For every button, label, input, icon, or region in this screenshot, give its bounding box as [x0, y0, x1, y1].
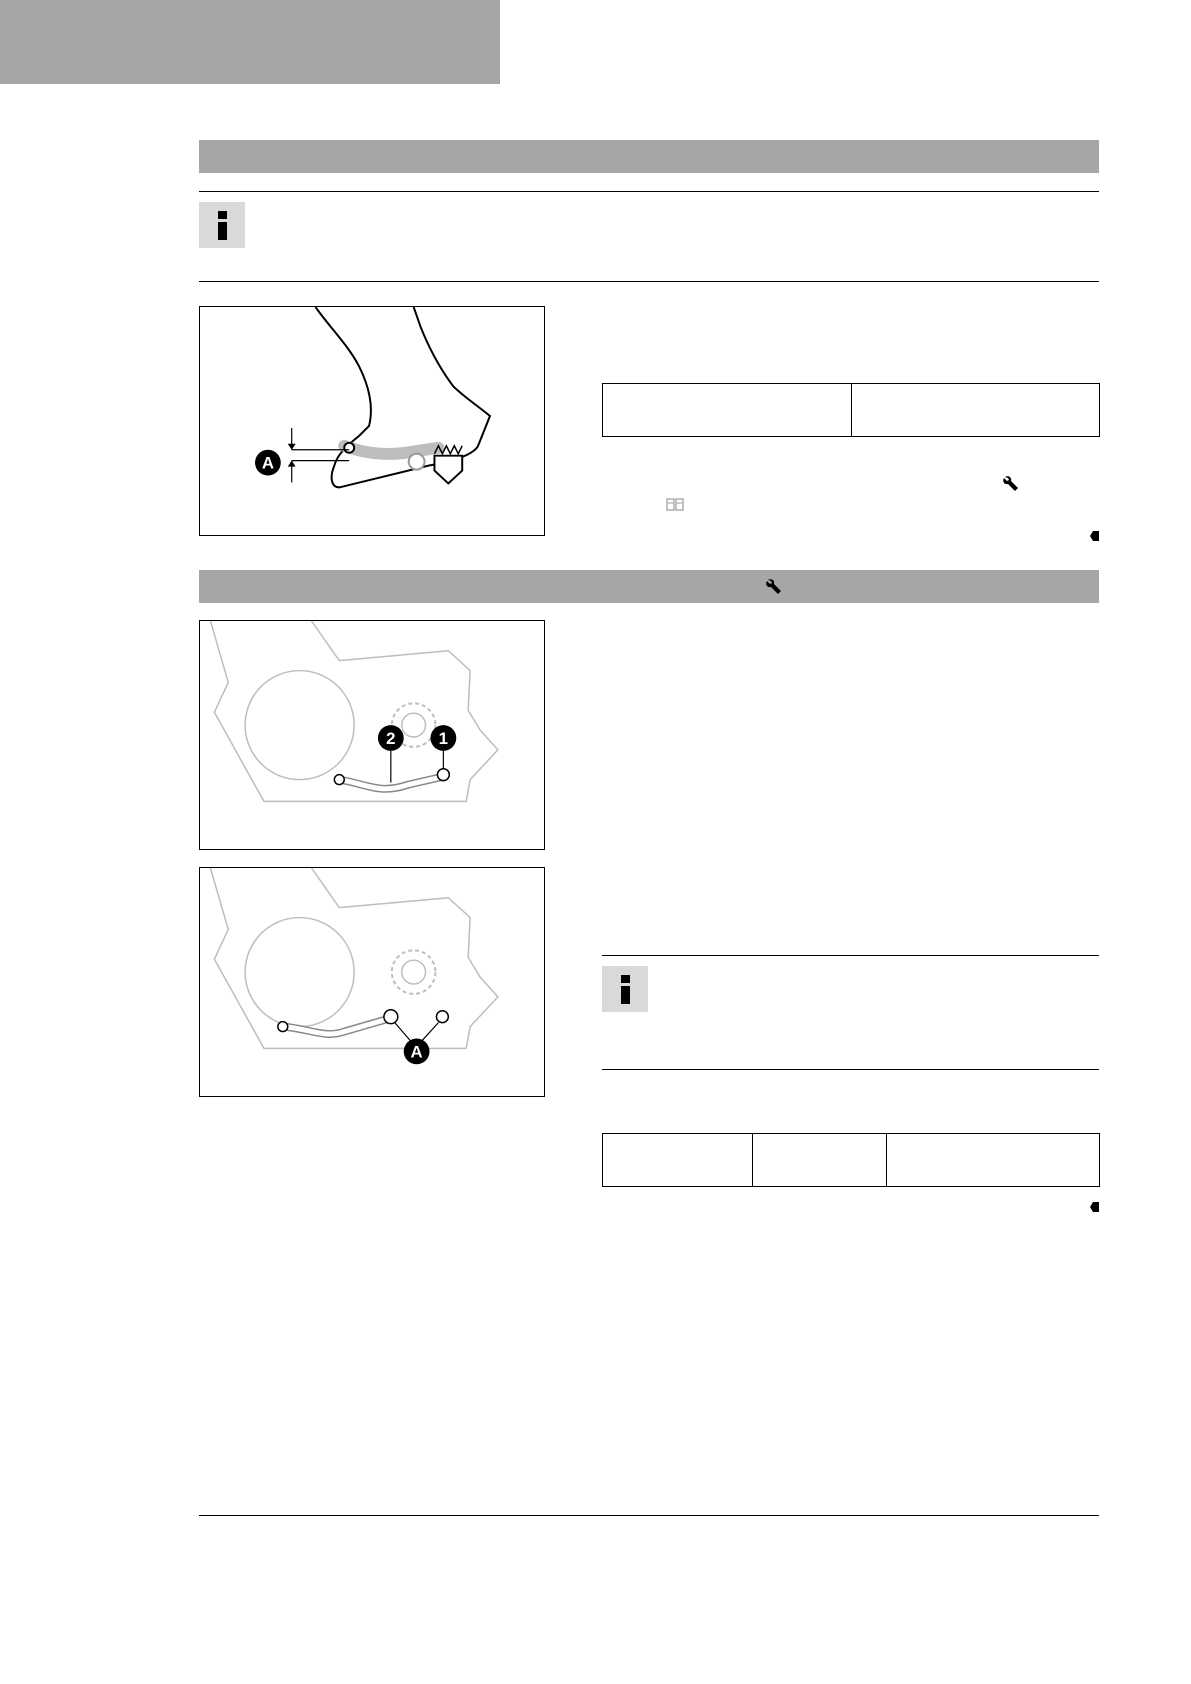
chapter-header-tab — [0, 0, 500, 84]
spec-table-2 — [602, 1133, 1100, 1187]
note-top-rule-2 — [602, 955, 1099, 956]
table-cell — [852, 384, 1100, 437]
label-2: 2 — [386, 728, 396, 748]
label-a-figure3: A — [410, 1042, 423, 1062]
footer-rule — [199, 1515, 1099, 1516]
table-cell — [603, 1134, 753, 1187]
table-cell — [603, 384, 852, 437]
section-title-band — [199, 140, 1099, 173]
end-of-section-icon — [1090, 531, 1099, 541]
label-a-figure1: A — [261, 453, 274, 473]
engine-case-illustration-2 — [200, 868, 544, 1096]
figure-pedal-spring-1 — [199, 620, 545, 850]
figure-pedal-spring-2 — [199, 867, 545, 1097]
manual-book-icon — [666, 497, 684, 513]
engine-case-illustration-1 — [200, 621, 544, 849]
wrench-icon — [765, 578, 783, 596]
section-title-band-2 — [199, 570, 1099, 603]
note-bottom-rule-2 — [602, 1069, 1099, 1070]
table-cell — [887, 1134, 1100, 1187]
end-of-section-icon — [1090, 1202, 1099, 1212]
info-icon — [602, 966, 648, 1012]
spec-table-1 — [602, 383, 1100, 437]
figure-foot-brake-pedal — [199, 306, 545, 536]
table-cell — [753, 1134, 887, 1187]
gear-icon — [392, 950, 436, 994]
label-1: 1 — [438, 728, 449, 748]
foot-pedal-illustration — [200, 307, 544, 535]
note-top-rule — [199, 191, 1099, 192]
note-bottom-rule — [199, 281, 1099, 282]
wrench-icon — [1002, 475, 1020, 493]
info-icon — [199, 202, 245, 248]
